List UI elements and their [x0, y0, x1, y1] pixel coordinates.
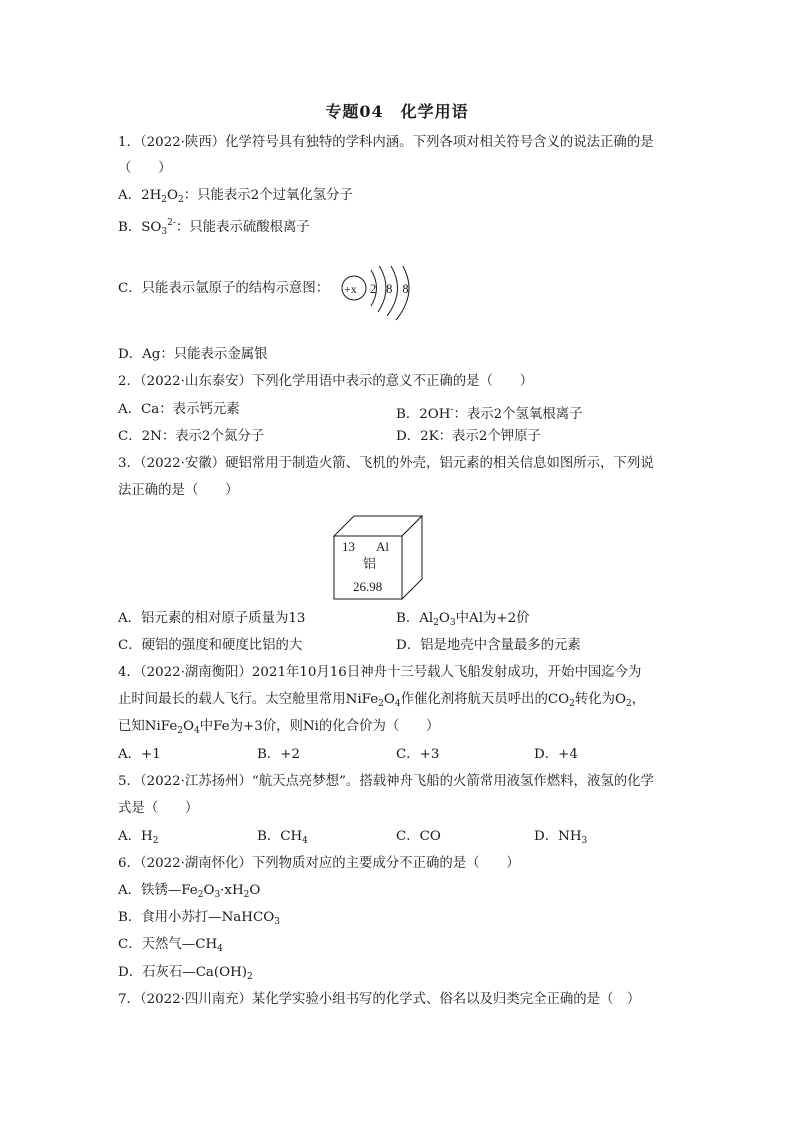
q6-option-a: A．铁锈$—Fe_2O_3\cdot xH_2O$: [118, 883, 261, 900]
q5-option-a: A．$H_2$: [118, 829, 159, 846]
q6-stem: 6．（2022·湖南怀化）下列物质对应的主要成分不正确的是（ ）: [118, 856, 520, 871]
q7-stem: 7．（2022·四川南充）某化学实验小组书写的化学式、俗名以及归类完全正确的是（ ）: [118, 992, 641, 1007]
q1-stem-line2: （ ）: [118, 161, 172, 176]
q4-stem-line3: 已知$NiFe_2O_4$中Fe为+3价，则Ni的化合价为（ ）: [118, 719, 440, 736]
q1-option-d: D．Ag：只能表示金属银: [118, 347, 268, 362]
q3-option-a: A．铝元素的相对原子质量为13: [118, 611, 306, 626]
atom-nucleus-label: +x: [344, 282, 357, 296]
q4-option-c: C．+3: [396, 747, 440, 762]
element-name: 铝: [363, 556, 377, 571]
q5-option-b: B．$CH_4$: [257, 829, 308, 846]
q4-stem-line1: 4．（2022·湖南衡阳）2021年10月16日神舟十三号载人飞船发射成功，开始中国迄今为: [118, 665, 642, 680]
q4-option-d: D．+4: [534, 747, 578, 762]
q3-option-c: C．硬铝的强度和硬度比铝的大: [118, 638, 303, 653]
q1-option-b: B．$SO_3^{2-}$：只能表示硫酸根离子: [118, 218, 310, 237]
q2-stem: 2．（2022·山东泰安）下列化学用语中表示的意义不正确的是（ ）: [118, 374, 534, 389]
q6-option-d: D．石灰石$—Ca(OH)_2$: [118, 965, 253, 982]
q2-option-d: D．2K：表示2个钾原子: [396, 429, 541, 444]
q6-option-c: C．天然气$—CH_4$: [118, 937, 223, 954]
page-title: 专题04 化学用语: [325, 102, 469, 121]
element-symbol: Al: [376, 539, 389, 554]
element-atomic-mass: 26.98: [353, 579, 383, 594]
q5-stem-line1: 5．（2022·江苏扬州）“航天点亮梦想”。搭载神舟飞船的火箭常用液氢作燃料，液氢的化学: [118, 774, 654, 789]
q4-stem-line2: 止时间最长的载人飞行。太空舱里常用$NiFe_2O_4$作催化剂将航天员呼出的$CO_2$转化为$O_2$，: [118, 692, 646, 709]
q5-option-c: C．CO: [396, 829, 441, 844]
element-atomic-number: 13: [342, 539, 355, 554]
q4-option-b: B．+2: [257, 747, 300, 762]
q6-option-b: B．食用小苏打—NaHCO$_3$: [118, 910, 280, 927]
q1-option-a: A．$2H_2O_2$：只能表示2个过氧化氢分子: [118, 188, 353, 205]
q1-option-c: C．只能表示氩原子的结构示意图：: [118, 281, 330, 296]
atom-shell-electrons: 2 8 8: [370, 282, 412, 296]
q1-stem-line1: 1．（2022·陕西）化学符号具有独特的学科内涵。下列各项对相关符号含义的说法正确的是: [118, 135, 654, 150]
q5-option-d: D．$NH_3$: [534, 829, 588, 846]
q3-stem-line2: 法正确的是（ ）: [118, 483, 239, 498]
q5-stem-line2: 式是（ ）: [118, 801, 199, 816]
q2-option-b: B．2OH-：表示2个氢氧根离子: [396, 405, 583, 422]
q3-stem-line1: 3．（2022·安徽）硬铝常用于制造火箭、飞机的外壳，铝元素的相关信息如图所示，下列说: [118, 456, 654, 471]
q4-option-a: A．+1: [118, 747, 161, 762]
q3-option-d: D．铝是地壳中含量最多的元素: [396, 638, 581, 653]
q3-option-b: B．$Al_2O_3$中Al为+2价: [396, 611, 530, 628]
q2-option-c: C．2N：表示2个氮分子: [118, 429, 265, 444]
q2-option-a: A．Ca：表示钙元素: [118, 402, 240, 417]
atom-structure-diagram: [338, 266, 418, 336]
aluminum-element-card: [333, 515, 423, 601]
